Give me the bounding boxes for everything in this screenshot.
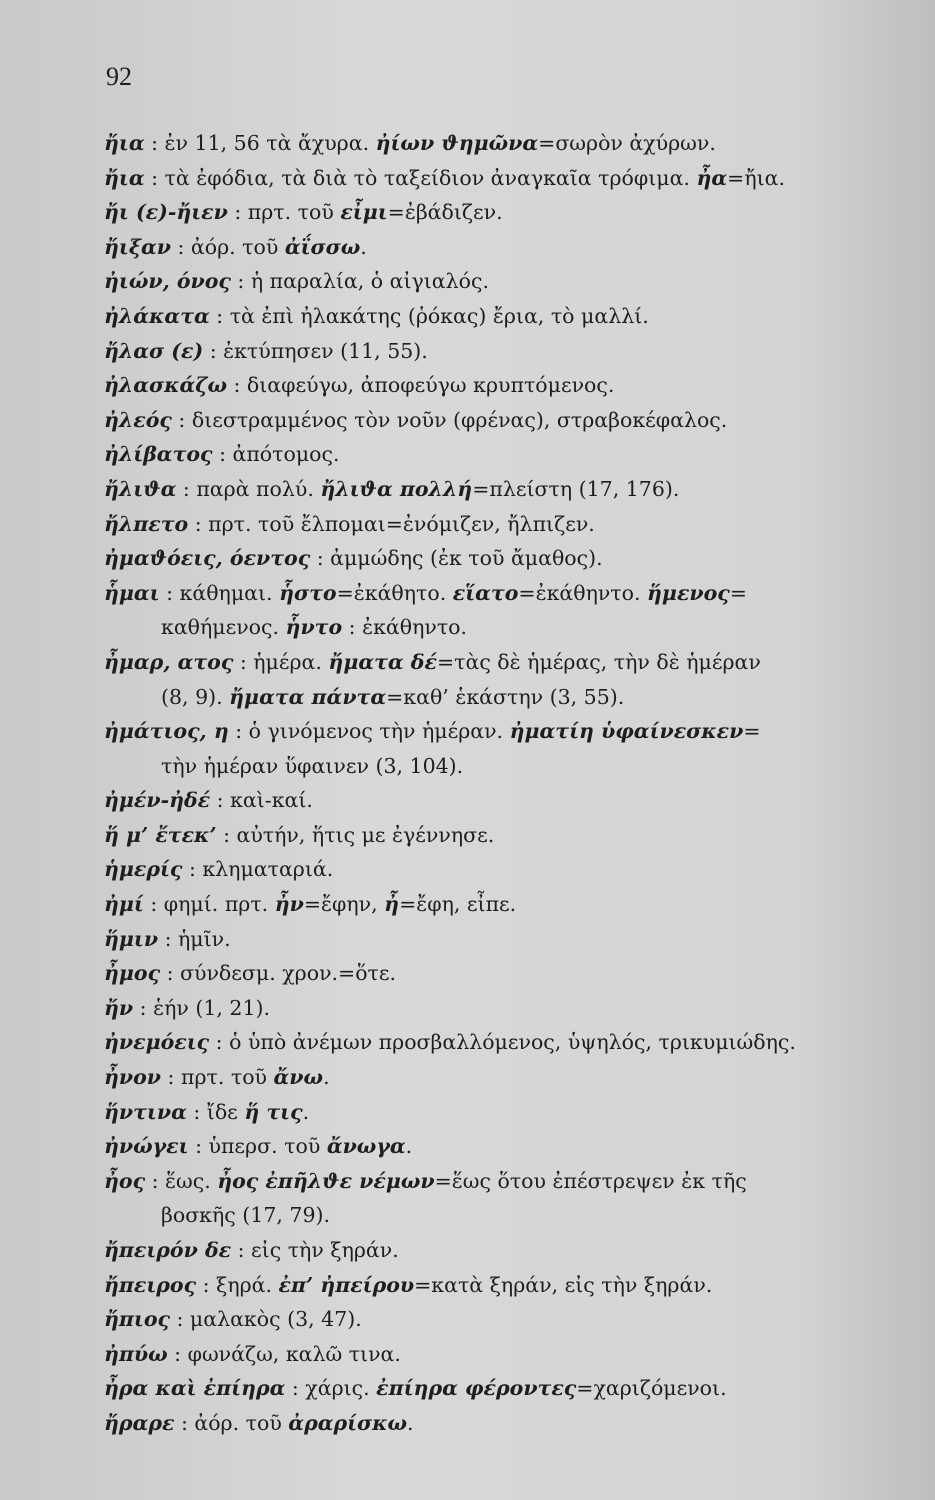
definition-text: : ὑπερσ. τοῦ	[188, 1134, 327, 1159]
definition-text: : ὁ γινόμενος τὴν ἡμέραν.	[228, 719, 510, 744]
headword: ἤπειρόν δε	[104, 1238, 232, 1262]
headword: ἄνωγα	[326, 1134, 406, 1159]
definition-text: τὴν ἡμέραν ὕφαινεν (3, 104).	[161, 753, 464, 778]
definition-text: : διεστραμμένος τὸν νοῦν (φρένας), στραβοκέφαλος.	[171, 407, 728, 432]
headword: ἦνον	[104, 1065, 162, 1090]
entry-line	[104, 541, 884, 576]
entry-continuation-line	[104, 1198, 884, 1233]
entry-line	[104, 403, 884, 438]
entry-line	[104, 1129, 884, 1164]
definition-text: =κατὰ ξηράν, εἰς τὴν ξηράν.	[414, 1272, 713, 1297]
entry-line	[104, 1095, 884, 1130]
headword: ἤλιϑα	[104, 476, 177, 501]
headword: ἤια	[104, 165, 145, 190]
entry-line	[104, 1268, 884, 1303]
headword: ἧμαι	[104, 580, 160, 605]
definition-text: : φημί. πρτ.	[143, 892, 275, 917]
headword: ἤιξαν	[104, 234, 171, 259]
definition-text: (8, 9).	[161, 684, 230, 709]
entry-line	[104, 334, 884, 369]
definition-text: : ὁ ὑπὸ ἀνέμων προσβαλλόμενος, ὑψηλός, τρικυμιώδης.	[209, 1030, 796, 1055]
headword: ἥ τις	[244, 1099, 303, 1124]
headword: ἠίων ϑημῶνα	[375, 131, 539, 155]
definition-text: =ἐκάθητο.	[336, 580, 453, 605]
headword: ἠλίβατος	[104, 442, 213, 467]
headword: ἀραρίσκω	[288, 1410, 408, 1435]
headword: ἠιών, όνος	[104, 269, 231, 294]
entry-line	[104, 576, 884, 611]
entry-line	[104, 437, 884, 472]
entry-line	[104, 783, 884, 818]
definition-text: : διαφεύγω, ἀποφεύγω κρυπτόμενος.	[226, 373, 615, 398]
headword: ἦν	[274, 892, 304, 917]
headword: ἦμαρ, ατος	[104, 649, 234, 674]
definition-text: : ἐν 11, 56 τὰ ἄχυρα.	[144, 131, 376, 155]
definition-text: .	[302, 1099, 310, 1124]
headword: ἦμος	[104, 961, 161, 986]
headword: ἧντο	[285, 615, 343, 640]
headword: ἦ	[384, 892, 400, 917]
headword: ἄνω	[273, 1065, 324, 1090]
definition-text: : ἐκάθηντο.	[342, 615, 468, 640]
headword: ἤραρε	[104, 1410, 175, 1435]
headword: ἠματίη ὑφαίνεσκεν	[509, 719, 744, 744]
definition-text: =ἔφην,	[303, 892, 385, 917]
headword: ἠνεμόεις	[104, 1030, 210, 1055]
headword: ἠλεός	[104, 407, 172, 432]
entry-line	[104, 922, 884, 957]
definition-text: : καὶ-καί.	[210, 788, 313, 813]
definition-text: : ἀόρ. τοῦ	[170, 234, 285, 259]
definition-text: : ἡμέρα.	[233, 649, 329, 674]
headword: ἠμί	[104, 892, 144, 917]
entry-line	[104, 1337, 884, 1372]
definition-text: =	[743, 719, 761, 744]
definition-text: =σωρὸν ἀχύρων.	[538, 131, 716, 155]
entry-continuation-line	[104, 610, 884, 645]
definition-text: : παρὰ πολύ.	[176, 476, 321, 501]
definition-text: : ἴδε	[186, 1099, 245, 1124]
entry-line	[104, 230, 884, 265]
definition-text: καθήμενος.	[161, 615, 286, 640]
definition-text: .	[405, 1134, 413, 1159]
headword: ἧστο	[279, 580, 337, 605]
headword: ἤματα πάντα	[229, 684, 387, 709]
headword: εἵατο	[452, 580, 519, 605]
definition-text: : τὰ ἐπὶ ἠλακάτης (ῥόκας) ἔρια, τὸ μαλλί.	[209, 303, 649, 328]
definition-text: =πλείστη (17, 176).	[472, 476, 680, 501]
definition-text: : πρτ. τοῦ	[227, 200, 341, 225]
definition-text: =ἐβάδιζεν.	[387, 200, 503, 225]
definition-text: : πρτ. τοῦ ἔλπομαι=ἐνόμιζεν, ἤλπιζεν.	[188, 511, 595, 536]
definition-text: =ἕως ὅτου ἐπέστρεψεν ἐκ τῆς	[434, 1168, 747, 1193]
entry-line	[104, 852, 884, 887]
headword: ἤλιϑα πολλή	[320, 476, 473, 501]
headword: ἡμερίς	[104, 857, 183, 882]
entry-line	[104, 126, 884, 161]
entry-line	[104, 887, 884, 922]
definition-text: : ἑήν (1, 21).	[133, 995, 271, 1020]
headword: ἦος	[104, 1168, 146, 1193]
headword: ἤι (ε)-ἤιεν	[104, 200, 228, 225]
definition-text: .	[407, 1410, 414, 1435]
entry-line	[104, 1060, 884, 1095]
definition-text: =ἔφη, εἶπε.	[399, 892, 517, 917]
headword: ἠνώγει	[104, 1134, 189, 1159]
headword: ἤπιος	[104, 1307, 170, 1332]
entry-line	[104, 1302, 884, 1337]
definition-text: : ἀόρ. τοῦ	[174, 1410, 289, 1435]
definition-text: : τὰ ἐφόδια, τὰ διὰ τὸ ταξείδιον ἀναγκαῖα τρόφιμα.	[144, 165, 697, 190]
definition-text: : χάρις.	[285, 1376, 377, 1401]
definition-text: =	[729, 580, 747, 605]
entry-continuation-line	[104, 749, 884, 784]
definition-text: =ἤια.	[727, 165, 786, 190]
entry-line	[104, 472, 884, 507]
headword: ἥ μ’ ἔτεκ’	[104, 822, 217, 847]
headword: ἥμενος	[647, 580, 730, 605]
definition-text: : ἡ παραλία, ὁ αἰγιαλός.	[230, 269, 489, 294]
page-number: 92	[106, 62, 132, 91]
definition-text: : ἡμῖν.	[158, 926, 231, 951]
definition-text: : ἀπότομος.	[212, 442, 340, 467]
entry-line	[104, 507, 884, 542]
definition-text: : ἀμμώδης (ἐκ τοῦ ἄμαθος).	[310, 546, 603, 571]
entry-line	[104, 1164, 884, 1199]
definition-text: : πρτ. τοῦ	[161, 1065, 274, 1090]
entry-line	[104, 161, 884, 196]
headword: ἤν	[104, 995, 134, 1020]
entry-line	[104, 991, 884, 1026]
entry-line	[104, 368, 884, 403]
headword: εἶμι	[340, 200, 388, 225]
definition-text: : μαλακὸς (3, 47).	[169, 1307, 362, 1332]
definition-text: βοσκῆς (17, 79).	[161, 1203, 330, 1228]
entry-line	[104, 956, 884, 991]
definition-text: .	[360, 234, 367, 259]
definition-text: : φωνάζω, καλῶ τινα.	[167, 1341, 401, 1366]
headword: ἠπύω	[104, 1341, 168, 1366]
definition-text: .	[323, 1065, 330, 1090]
definition-text: =τὰς δὲ ἡμέρας, τὴν δὲ ἡμέραν	[436, 649, 761, 674]
definition-text: =καθ’ ἑκάστην (3, 55).	[386, 684, 625, 709]
headword: ἐπ’ ἠπείρου	[278, 1272, 415, 1297]
definition-text: =ἐκάθηντο.	[518, 580, 648, 605]
headword: ἠλασκάζω	[104, 373, 227, 398]
headword: ἥντινα	[104, 1099, 187, 1124]
entry-line	[104, 1233, 884, 1268]
headword: ἦα	[696, 165, 728, 190]
definition-text: : ἕως.	[145, 1168, 218, 1193]
headword: ἐπίηρα φέροντες	[376, 1376, 577, 1401]
headword: ἤλπετο	[104, 511, 189, 536]
entry-line	[104, 1025, 884, 1060]
headword: ἤπειρος	[104, 1272, 197, 1297]
definition-text: : ξηρά.	[196, 1272, 279, 1297]
entry-line	[104, 1406, 884, 1441]
entry-line	[104, 195, 884, 230]
headword: ἀΐσσω	[284, 234, 361, 259]
headword: ἠμαϑόεις, όεντος	[104, 546, 311, 571]
definition-text: : σύνδεσμ. χρον.=ὅτε.	[160, 961, 397, 986]
definition-text: : κληματαριά.	[182, 857, 334, 882]
entry-line	[104, 645, 884, 680]
entry-line	[104, 1371, 884, 1406]
dictionary-entries	[104, 126, 884, 1441]
headword: ἠμάτιος, η	[104, 719, 229, 744]
definition-text: : αὐτήν, ἥτις με ἐγέννησε.	[216, 822, 495, 847]
entry-line	[104, 299, 884, 334]
headword: ἠμέν-ἠδέ	[104, 788, 211, 813]
headword: ἦος ἐπῆλϑε νέμων	[217, 1168, 435, 1193]
definition-text: : εἰς τὴν ξηράν.	[231, 1238, 399, 1262]
headword: ἤματα δέ	[328, 649, 437, 674]
entry-line	[104, 714, 884, 749]
headword: ἤια	[104, 131, 145, 155]
entry-continuation-line	[104, 680, 884, 715]
headword: ἥμιν	[104, 926, 159, 951]
entry-line	[104, 818, 884, 853]
definition-text: : ἐκτύπησεν (11, 55).	[203, 338, 428, 363]
entry-line	[104, 264, 884, 299]
headword: ἤλασ (ε)	[104, 338, 204, 363]
headword: ἦρα καὶ ἐπίηρα	[104, 1376, 286, 1401]
headword: ἠλάκατα	[104, 303, 210, 328]
definition-text: =χαριζόμενοι.	[576, 1376, 727, 1401]
definition-text: : κάθημαι.	[159, 580, 280, 605]
